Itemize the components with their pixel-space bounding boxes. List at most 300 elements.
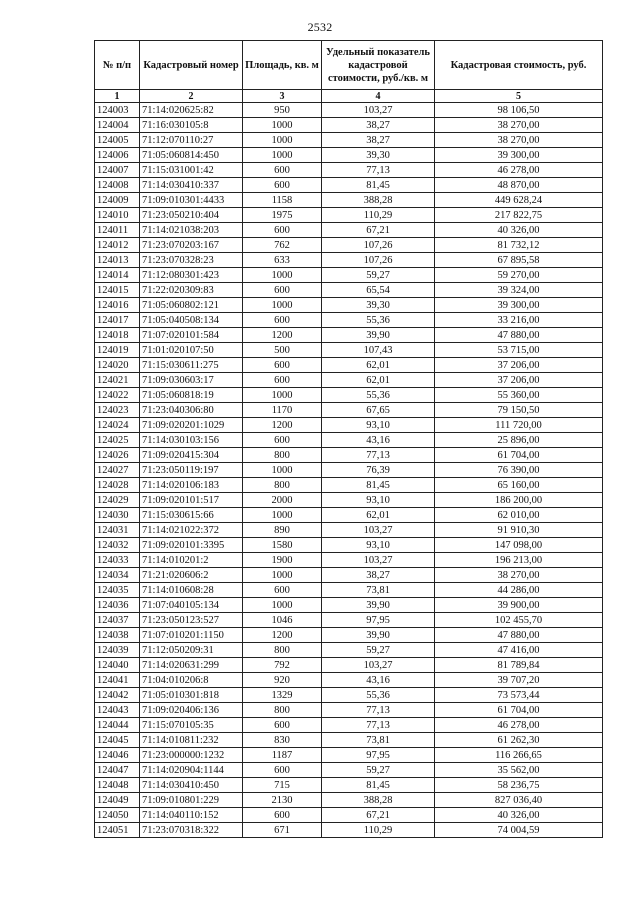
table-row	[95, 688, 603, 703]
row-index: 124036	[95, 598, 140, 613]
cadastral-value: 48 870,00	[435, 178, 603, 193]
unit-rate-value: 93,10	[322, 538, 435, 553]
header-row	[95, 41, 603, 90]
row-index: 124011	[95, 223, 140, 238]
row-index: 124015	[95, 283, 140, 298]
row-index: 124018	[95, 328, 140, 343]
unit-rate-value: 107,26	[322, 238, 435, 253]
table-row	[95, 223, 603, 238]
row-index: 124012	[95, 238, 140, 253]
cadastral-number: 71:09:020201:1029	[140, 418, 243, 433]
row-index: 124004	[95, 118, 140, 133]
area-value: 800	[243, 643, 322, 658]
area-value: 671	[243, 823, 322, 838]
unit-rate-value: 39,30	[322, 148, 435, 163]
cadastral-value: 39 300,00	[435, 298, 603, 313]
cadastral-number: 71:14:020904:1144	[140, 763, 243, 778]
cadastral-number: 71:14:030103:156	[140, 433, 243, 448]
row-index: 124039	[95, 643, 140, 658]
cadastral-number: 71:05:060802:121	[140, 298, 243, 313]
cadastral-value: 116 266,65	[435, 748, 603, 763]
area-value: 600	[243, 583, 322, 598]
area-value: 600	[243, 163, 322, 178]
table-row	[95, 493, 603, 508]
row-index: 124029	[95, 493, 140, 508]
row-index: 124027	[95, 463, 140, 478]
page-number: 2532	[307, 20, 333, 34]
cadastral-value: 81 732,12	[435, 238, 603, 253]
area-value: 1329	[243, 688, 322, 703]
cadastral-value: 76 390,00	[435, 463, 603, 478]
table-row	[95, 463, 603, 478]
cadastral-value: 827 036,40	[435, 793, 603, 808]
table-row	[95, 208, 603, 223]
cadastral-value: 35 562,00	[435, 763, 603, 778]
cadastral-value: 147 098,00	[435, 538, 603, 553]
row-index: 124038	[95, 628, 140, 643]
area-value: 633	[243, 253, 322, 268]
cadastral-value: 217 822,75	[435, 208, 603, 223]
unit-rate-value: 38,27	[322, 133, 435, 148]
row-index: 124042	[95, 688, 140, 703]
cadastral-value: 40 326,00	[435, 223, 603, 238]
area-value: 1975	[243, 208, 322, 223]
table-row	[95, 808, 603, 823]
table-row	[95, 403, 603, 418]
cadastral-value: 47 880,00	[435, 328, 603, 343]
table-row	[95, 148, 603, 163]
area-value: 1000	[243, 463, 322, 478]
cadastral-value: 81 789,84	[435, 658, 603, 673]
cadastral-value: 46 278,00	[435, 718, 603, 733]
cadastral-number: 71:23:050119:197	[140, 463, 243, 478]
cadastral-value: 53 715,00	[435, 343, 603, 358]
unit-rate-value: 39,90	[322, 598, 435, 613]
cadastral-value: 102 455,70	[435, 613, 603, 628]
cadastral-value: 39 900,00	[435, 598, 603, 613]
table-row	[95, 643, 603, 658]
unit-rate-value: 77,13	[322, 703, 435, 718]
area-value: 600	[243, 178, 322, 193]
row-index: 124035	[95, 583, 140, 598]
cadastral-value: 38 270,00	[435, 568, 603, 583]
cadastral-number: 71:07:040105:134	[140, 598, 243, 613]
row-index: 124017	[95, 313, 140, 328]
column-number: 2	[140, 90, 243, 103]
cadastral-number: 71:05:040508:134	[140, 313, 243, 328]
area-value: 2130	[243, 793, 322, 808]
cadastral-value: 449 628,24	[435, 193, 603, 208]
row-index: 124048	[95, 778, 140, 793]
cadastral-value: 55 360,00	[435, 388, 603, 403]
area-value: 1000	[243, 388, 322, 403]
cadastral-value: 47 416,00	[435, 643, 603, 658]
cadastral-number: 71:15:031001:42	[140, 163, 243, 178]
header-area: Площадь, кв. м	[243, 41, 322, 90]
cadastral-number: 71:05:060814:450	[140, 148, 243, 163]
area-value: 600	[243, 313, 322, 328]
area-value: 1000	[243, 148, 322, 163]
row-index: 124024	[95, 418, 140, 433]
cadastral-number: 71:12:050209:31	[140, 643, 243, 658]
cadastral-value: 67 895,58	[435, 253, 603, 268]
cadastral-value: 61 704,00	[435, 448, 603, 463]
unit-rate-value: 67,65	[322, 403, 435, 418]
cadastral-value: 73 573,44	[435, 688, 603, 703]
area-value: 920	[243, 673, 322, 688]
cadastral-number: 71:14:020106:183	[140, 478, 243, 493]
row-index: 124019	[95, 343, 140, 358]
table-row	[95, 748, 603, 763]
area-value: 1000	[243, 598, 322, 613]
area-value: 800	[243, 478, 322, 493]
cadastral-number: 71:15:030611:275	[140, 358, 243, 373]
cadastral-value: 61 262,30	[435, 733, 603, 748]
cadastral-value: 38 270,00	[435, 118, 603, 133]
table-row	[95, 703, 603, 718]
cadastral-number: 71:14:040110:152	[140, 808, 243, 823]
row-index: 124025	[95, 433, 140, 448]
area-value: 800	[243, 448, 322, 463]
header-cadastral-number: Кадастровый номер	[140, 41, 243, 90]
unit-rate-value: 67,21	[322, 223, 435, 238]
row-index: 124005	[95, 133, 140, 148]
unit-rate-value: 73,81	[322, 583, 435, 598]
table-row	[95, 583, 603, 598]
area-value: 762	[243, 238, 322, 253]
cadastral-number: 71:05:060818:19	[140, 388, 243, 403]
unit-rate-value: 55,36	[322, 313, 435, 328]
cadastral-number: 71:15:030615:66	[140, 508, 243, 523]
table-row	[95, 283, 603, 298]
row-index: 124003	[95, 103, 140, 118]
row-index: 124040	[95, 658, 140, 673]
unit-rate-value: 388,28	[322, 193, 435, 208]
row-index: 124033	[95, 553, 140, 568]
cadastral-value: 39 707,20	[435, 673, 603, 688]
unit-rate-value: 103,27	[322, 658, 435, 673]
cadastral-number: 71:14:020631:299	[140, 658, 243, 673]
header-index: № п/п	[95, 41, 140, 90]
table-row	[95, 328, 603, 343]
area-value: 1158	[243, 193, 322, 208]
area-value: 1200	[243, 328, 322, 343]
table-row	[95, 238, 603, 253]
row-index: 124045	[95, 733, 140, 748]
table-row	[95, 298, 603, 313]
cadastral-value: 25 896,00	[435, 433, 603, 448]
table-row	[95, 733, 603, 748]
unit-rate-value: 103,27	[322, 523, 435, 538]
table-row	[95, 763, 603, 778]
area-value: 1187	[243, 748, 322, 763]
unit-rate-value: 39,30	[322, 298, 435, 313]
cadastral-number: 71:14:020625:82	[140, 103, 243, 118]
row-index: 124037	[95, 613, 140, 628]
unit-rate-value: 110,29	[322, 208, 435, 223]
area-value: 1900	[243, 553, 322, 568]
cadastral-number: 71:23:040306:80	[140, 403, 243, 418]
table-row	[95, 793, 603, 808]
unit-rate-value: 62,01	[322, 373, 435, 388]
cadastral-value: 33 216,00	[435, 313, 603, 328]
table-row	[95, 433, 603, 448]
area-value: 1000	[243, 133, 322, 148]
unit-rate-value: 77,13	[322, 163, 435, 178]
row-index: 124007	[95, 163, 140, 178]
table-row	[95, 178, 603, 193]
cadastral-value: 91 910,30	[435, 523, 603, 538]
table-row	[95, 538, 603, 553]
unit-rate-value: 81,45	[322, 178, 435, 193]
row-index: 124026	[95, 448, 140, 463]
cadastral-number: 71:14:030410:450	[140, 778, 243, 793]
area-value: 1580	[243, 538, 322, 553]
table-row	[95, 568, 603, 583]
unit-rate-value: 55,36	[322, 388, 435, 403]
row-index: 124050	[95, 808, 140, 823]
cadastral-table	[94, 40, 603, 838]
cadastral-number: 71:14:010608:28	[140, 583, 243, 598]
table-row	[95, 478, 603, 493]
row-index: 124008	[95, 178, 140, 193]
unit-rate-value: 67,21	[322, 808, 435, 823]
area-value: 715	[243, 778, 322, 793]
cadastral-value: 47 880,00	[435, 628, 603, 643]
cadastral-value: 79 150,50	[435, 403, 603, 418]
area-value: 1200	[243, 418, 322, 433]
table-row	[95, 358, 603, 373]
table-row	[95, 658, 603, 673]
area-value: 890	[243, 523, 322, 538]
row-index: 124023	[95, 403, 140, 418]
cadastral-value: 186 200,00	[435, 493, 603, 508]
unit-rate-value: 110,29	[322, 823, 435, 838]
unit-rate-value: 107,43	[322, 343, 435, 358]
cadastral-number: 71:07:020101:584	[140, 328, 243, 343]
unit-rate-value: 62,01	[322, 358, 435, 373]
cadastral-value: 196 213,00	[435, 553, 603, 568]
table-row	[95, 553, 603, 568]
cadastral-value: 65 160,00	[435, 478, 603, 493]
area-value: 600	[243, 358, 322, 373]
row-index: 124047	[95, 763, 140, 778]
cadastral-number: 71:09:020101:517	[140, 493, 243, 508]
cadastral-number: 71:23:050123:527	[140, 613, 243, 628]
row-index: 124051	[95, 823, 140, 838]
row-index: 124028	[95, 478, 140, 493]
unit-rate-value: 103,27	[322, 103, 435, 118]
cadastral-value: 74 004,59	[435, 823, 603, 838]
unit-rate-value: 76,39	[322, 463, 435, 478]
cadastral-number: 71:14:030410:337	[140, 178, 243, 193]
row-index: 124013	[95, 253, 140, 268]
row-index: 124043	[95, 703, 140, 718]
area-value: 792	[243, 658, 322, 673]
cadastral-number: 71:23:070318:322	[140, 823, 243, 838]
unit-rate-value: 43,16	[322, 673, 435, 688]
area-value: 1000	[243, 298, 322, 313]
row-index: 124030	[95, 508, 140, 523]
table-row	[95, 598, 603, 613]
row-index: 124020	[95, 358, 140, 373]
unit-rate-value: 43,16	[322, 433, 435, 448]
cadastral-number: 71:09:030603:17	[140, 373, 243, 388]
column-number: 4	[322, 90, 435, 103]
area-value: 500	[243, 343, 322, 358]
table-row	[95, 508, 603, 523]
cadastral-number: 71:04:010206:8	[140, 673, 243, 688]
cadastral-number: 71:09:020415:304	[140, 448, 243, 463]
unit-rate-value: 38,27	[322, 118, 435, 133]
cadastral-number: 71:09:010301:4433	[140, 193, 243, 208]
column-number-row	[95, 90, 603, 103]
unit-rate-value: 81,45	[322, 778, 435, 793]
cadastral-value: 61 704,00	[435, 703, 603, 718]
cadastral-value: 59 270,00	[435, 268, 603, 283]
cadastral-number: 71:12:080301:423	[140, 268, 243, 283]
row-index: 124009	[95, 193, 140, 208]
cadastral-value: 39 324,00	[435, 283, 603, 298]
area-value: 600	[243, 283, 322, 298]
unit-rate-value: 55,36	[322, 688, 435, 703]
table-row	[95, 778, 603, 793]
area-value: 600	[243, 433, 322, 448]
unit-rate-value: 103,27	[322, 553, 435, 568]
row-index: 124046	[95, 748, 140, 763]
cadastral-value: 40 326,00	[435, 808, 603, 823]
area-value: 1000	[243, 568, 322, 583]
area-value: 1170	[243, 403, 322, 418]
area-value: 2000	[243, 493, 322, 508]
column-number: 3	[243, 90, 322, 103]
row-index: 124034	[95, 568, 140, 583]
unit-rate-value: 65,54	[322, 283, 435, 298]
cadastral-number: 71:07:010201:1150	[140, 628, 243, 643]
cadastral-value: 37 206,00	[435, 358, 603, 373]
unit-rate-value: 81,45	[322, 478, 435, 493]
cadastral-number: 71:23:050210:404	[140, 208, 243, 223]
area-value: 600	[243, 718, 322, 733]
cadastral-value: 39 300,00	[435, 148, 603, 163]
area-value: 950	[243, 103, 322, 118]
cadastral-number: 71:23:000000:1232	[140, 748, 243, 763]
cadastral-number: 71:14:021038:203	[140, 223, 243, 238]
table-row	[95, 613, 603, 628]
row-index: 124022	[95, 388, 140, 403]
row-index: 124041	[95, 673, 140, 688]
area-value: 1200	[243, 628, 322, 643]
cadastral-number: 71:09:020406:136	[140, 703, 243, 718]
cadastral-number: 71:09:020101:3395	[140, 538, 243, 553]
table-row	[95, 118, 603, 133]
table-row	[95, 343, 603, 358]
area-value: 1000	[243, 268, 322, 283]
cadastral-number: 71:22:020309:83	[140, 283, 243, 298]
table-row	[95, 268, 603, 283]
area-value: 600	[243, 808, 322, 823]
unit-rate-value: 73,81	[322, 733, 435, 748]
cadastral-number: 71:05:010301:818	[140, 688, 243, 703]
column-number: 5	[435, 90, 603, 103]
header-unit-rate: Удельный показатель кадастровой стоимости, руб./кв. м	[322, 41, 435, 90]
cadastral-number: 71:14:010201:2	[140, 553, 243, 568]
table-row	[95, 673, 603, 688]
table-row	[95, 373, 603, 388]
unit-rate-value: 93,10	[322, 418, 435, 433]
unit-rate-value: 39,90	[322, 628, 435, 643]
unit-rate-value: 59,27	[322, 643, 435, 658]
unit-rate-value: 77,13	[322, 718, 435, 733]
unit-rate-value: 59,27	[322, 763, 435, 778]
table-row	[95, 133, 603, 148]
unit-rate-value: 97,95	[322, 613, 435, 628]
area-value: 1000	[243, 118, 322, 133]
cadastral-number: 71:23:070328:23	[140, 253, 243, 268]
unit-rate-value: 97,95	[322, 748, 435, 763]
cadastral-value: 46 278,00	[435, 163, 603, 178]
table-row	[95, 103, 603, 118]
table-row	[95, 313, 603, 328]
header-cadastral-value: Кадастровая стоимость, руб.	[435, 41, 603, 90]
unit-rate-value: 388,28	[322, 793, 435, 808]
area-value: 600	[243, 223, 322, 238]
area-value: 800	[243, 703, 322, 718]
unit-rate-value: 38,27	[322, 568, 435, 583]
table-row	[95, 628, 603, 643]
row-index: 124032	[95, 538, 140, 553]
cadastral-number: 71:23:070203:167	[140, 238, 243, 253]
row-index: 124016	[95, 298, 140, 313]
table-header	[95, 41, 603, 103]
table-row	[95, 193, 603, 208]
table-row	[95, 163, 603, 178]
table-row	[95, 448, 603, 463]
cadastral-value: 38 270,00	[435, 133, 603, 148]
cadastral-value: 111 720,00	[435, 418, 603, 433]
table-row	[95, 823, 603, 838]
row-index: 124021	[95, 373, 140, 388]
unit-rate-value: 93,10	[322, 493, 435, 508]
cadastral-number: 71:14:010811:232	[140, 733, 243, 748]
area-value: 1046	[243, 613, 322, 628]
row-index: 124006	[95, 148, 140, 163]
table-row	[95, 718, 603, 733]
table-row	[95, 253, 603, 268]
area-value: 1000	[243, 508, 322, 523]
row-index: 124031	[95, 523, 140, 538]
unit-rate-value: 59,27	[322, 268, 435, 283]
cadastral-number: 71:21:020606:2	[140, 568, 243, 583]
cadastral-value: 37 206,00	[435, 373, 603, 388]
cadastral-number: 71:15:070105:35	[140, 718, 243, 733]
table-body	[95, 103, 603, 838]
cadastral-number: 71:09:010801:229	[140, 793, 243, 808]
cadastral-value: 58 236,75	[435, 778, 603, 793]
cadastral-value: 62 010,00	[435, 508, 603, 523]
cadastral-number: 71:12:070110:27	[140, 133, 243, 148]
cadastral-number: 71:14:021022:372	[140, 523, 243, 538]
row-index: 124010	[95, 208, 140, 223]
area-value: 830	[243, 733, 322, 748]
table-row	[95, 388, 603, 403]
unit-rate-value: 39,90	[322, 328, 435, 343]
row-index: 124014	[95, 268, 140, 283]
row-index: 124049	[95, 793, 140, 808]
unit-rate-value: 107,26	[322, 253, 435, 268]
area-value: 600	[243, 373, 322, 388]
cadastral-value: 98 106,50	[435, 103, 603, 118]
